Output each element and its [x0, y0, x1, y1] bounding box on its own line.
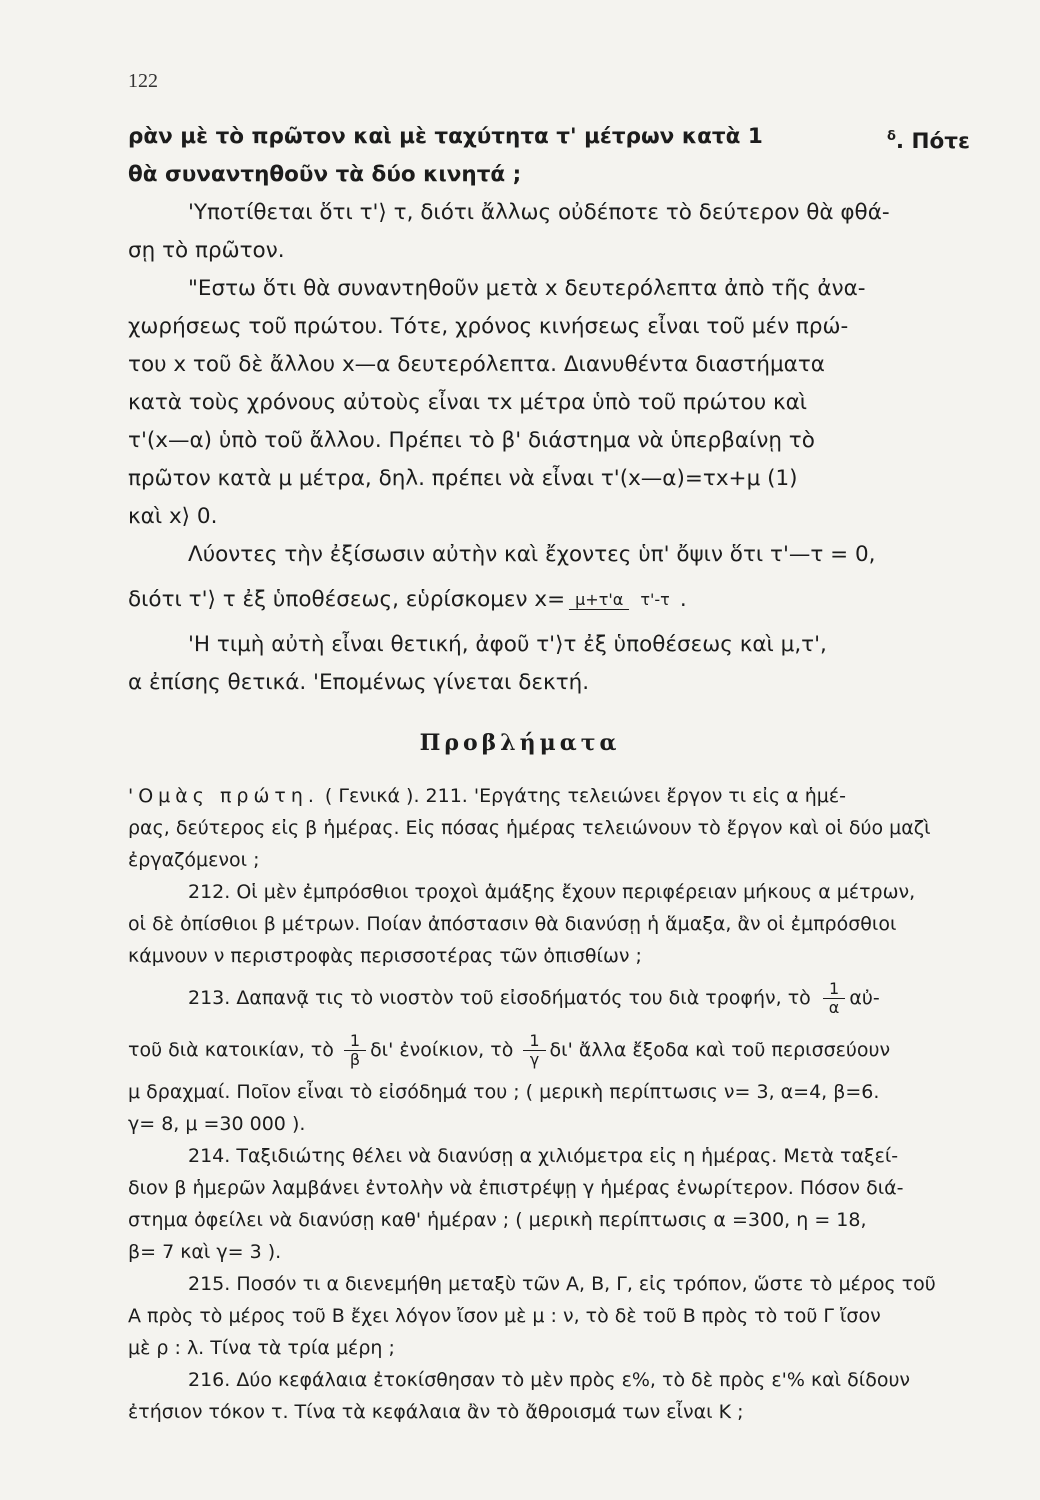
text-segment: 216. Δύο κεφάλαια ἐτοκίσθησαν τὸ μὲν πρὸς ε%, τὸ δὲ πρὸς ε'% καὶ δίδουν — [188, 1369, 911, 1391]
fraction — [569, 591, 676, 610]
problem-line — [128, 908, 970, 940]
text-segment — [887, 118, 970, 156]
text-segment: ἐτήσιον τόκον τ. Τίνα τὰ κεφάλαια ἂν τὸ ἄθροισμά των εἶναι Κ ; — [128, 1401, 744, 1423]
text-segment: καὶ x⟩ 0. — [128, 504, 218, 529]
fraction — [523, 1032, 545, 1069]
text-line — [128, 308, 970, 346]
text-segment: πρῶτον κατὰ μ μέτρα, δηλ. πρέπει νὰ εἶναι τ'(x—α)=τx+μ (1) — [128, 466, 798, 491]
text-tail: . Πότε — [895, 129, 970, 155]
text-segment: τοῦ διὰ κατοικίαν, τὸ — [128, 1039, 334, 1061]
problem-line — [128, 1204, 970, 1236]
text-line — [128, 422, 970, 460]
text-segment: μὲ ρ : λ. Τίνα τὰ τρία μέρη ; — [128, 1337, 395, 1359]
text-segment: 213. Δαπανᾷ τις τὸ νιοστὸν τοῦ εἰσοδήματός του διὰ τροφήν, τὸ — [188, 987, 811, 1009]
text-segment: Λύοντες τὴν ἐξίσωσιν αὐτὴν καὶ ἔχοντες ὑπ' ὄψιν ὅτι τ'—τ = 0, — [188, 542, 876, 567]
problem-line — [128, 1140, 970, 1172]
text-segment: χωρήσεως τοῦ πρώτου. Τότε, χρόνος κινήσεως εἶναι τοῦ μέν πρώ- — [128, 314, 849, 339]
problem-line — [128, 972, 970, 1024]
text-segment: κάμνουν ν περιστροφὰς περισσοτέρας τῶν ὀπισθίων ; — [128, 945, 642, 967]
fraction — [823, 980, 846, 1017]
text-segment: ρας, δεύτερος εἰς β ἡμέρας. Εἰς πόσας ἡμέρας τελειώνουν τὸ ἔργον καὶ οἱ δύο μαζὶ — [128, 817, 931, 839]
fraction-numerator: μ+τ'α — [569, 591, 629, 610]
text-line — [128, 536, 970, 574]
formula-suffix: . — [679, 587, 687, 612]
superscript: δ — [886, 129, 896, 144]
fraction-denominator: α — [828, 997, 840, 1017]
fraction-numerator: 1 — [823, 980, 845, 999]
fraction-numerator: 1 — [523, 1032, 545, 1051]
group-label: 'Ομὰς πρώτη. — [128, 785, 319, 807]
text-segment: δι' ἐνοίκιον, τὸ — [370, 1039, 514, 1061]
text-line — [128, 384, 970, 422]
page-number: 122 — [128, 70, 158, 92]
problem-line — [128, 1300, 970, 1332]
problem-line — [128, 1172, 970, 1204]
main-text — [128, 118, 970, 702]
problem-line — [128, 1332, 970, 1364]
problem-line — [128, 1024, 970, 1076]
problem-line — [128, 1396, 970, 1428]
fraction-denominator: τ'-τ — [640, 589, 670, 609]
text-segment: Α πρὸς τὸ μέρος τοῦ Β ἔχει λόγον ἴσον μὲ μ : ν, τὸ δὲ τοῦ Β πρὸς τὸ τοῦ Γ ἴσον — [128, 1305, 881, 1327]
text-segment: γ= 8, μ =30 000 ). — [128, 1113, 306, 1135]
text-segment: δι' ἄλλα ἔξοδα καὶ τοῦ περισσεύουν — [549, 1039, 891, 1061]
text-segment: του x τοῦ δὲ ἄλλου x—α δευτερόλεπτα. Διανυθέντα διαστήματα — [128, 352, 825, 377]
text-segment: ρὰν μὲ τὸ πρῶτον καὶ μὲ ταχύτητα τ' μέτρων κατὰ 1 — [128, 124, 763, 149]
text-line — [128, 194, 970, 232]
text-segment: θὰ συναντηθοῦν τὰ δύο κινητά ; — [128, 162, 522, 187]
problems-block — [128, 780, 970, 1428]
problem-line — [128, 1108, 970, 1140]
text-tail: αὐ- — [849, 987, 880, 1009]
text-segment: 212. Οἱ μὲν ἐμπρόσθιοι τροχοὶ ἁμάξης ἔχουν περιφέρειαν μήκους α μέτρων, — [188, 881, 916, 903]
text-segment: 'Η τιμὴ αὐτὴ εἶναι θετική, ἀφοῦ τ'⟩τ ἐξ ὑποθέσεως καὶ μ,τ', — [188, 632, 827, 657]
text-line — [128, 118, 970, 156]
text-line — [128, 270, 970, 308]
formula-line — [128, 574, 970, 626]
text-segment: τ'(x—α) ὑπὸ τοῦ ἄλλου. Πρέπει τὸ β' διάστημα νὰ ὑπερβαίνῃ τὸ — [128, 428, 815, 453]
text-line — [128, 232, 970, 270]
section-heading: Προβλήματα — [419, 730, 621, 756]
text-segment: οἱ δὲ ὀπίσθιοι β μέτρων. Ποίαν ἀπόστασιν θὰ διανύσῃ ἡ ἅμαξα, ἂν οἱ ἐμπρόσθιοι — [128, 913, 897, 935]
text-segment: μ δραχμαί. Ποῖον εἶναι τὸ εἰσόδημά του ; ( μερικὴ περίπτωσις ν= 3, α=4, β=6. — [128, 1081, 880, 1103]
text-line — [128, 498, 970, 536]
text-line — [128, 626, 970, 664]
fraction — [344, 1032, 366, 1069]
text-segment: διον β ἡμερῶν λαμβάνει ἐντολὴν νὰ ἐπιστρέψῃ γ ἡμέρας ἐνωρίτερον. Πόσον διά- — [128, 1177, 904, 1199]
text-segment: "Εστω ὅτι θὰ συναντηθοῦν μετὰ x δευτερόλεπτα ἀπὸ τῆς ἀνα- — [188, 276, 866, 301]
text-segment: κατὰ τοὺς χρόνους αὐτοὺς εἶναι τx μέτρα ὑπὸ τοῦ πρώτου καὶ — [128, 390, 808, 415]
fraction-numerator: 1 — [344, 1032, 366, 1051]
problem-line — [128, 844, 970, 876]
problem-line — [128, 940, 970, 972]
text-segment: 'Υποτίθεται ὅτι τ'⟩ τ, διότι ἄλλως οὐδέποτε τὸ δεύτερον θὰ φθά- — [188, 200, 890, 225]
text-segment: α ἐπίσης θετικά. 'Επομένως γίνεται δεκτή. — [128, 670, 590, 695]
text-line — [128, 460, 970, 498]
problem-line — [128, 1364, 970, 1396]
problem-line — [128, 876, 970, 908]
fraction-denominator: β — [349, 1049, 361, 1069]
problem-line — [128, 780, 970, 812]
text-segment: σῃ τὸ πρῶτον. — [128, 238, 285, 263]
problem-line — [128, 812, 970, 844]
text-segment: β= 7 καὶ γ= 3 ). — [128, 1241, 282, 1263]
problem-line — [128, 1268, 970, 1300]
problem-line — [128, 1076, 970, 1108]
text-line — [128, 664, 970, 702]
text-segment: 214. Ταξιδιώτης θέλει νὰ διανύσῃ α χιλιόμετρα εἰς η ἡμέρας. Μετὰ ταξεί- — [188, 1145, 899, 1167]
text-segment: ( Γενικά ). 211. 'Εργάτης τελειώνει ἔργον τι εἰς α ἡμέ- — [324, 785, 846, 807]
problem-line — [128, 1236, 970, 1268]
text-segment: στημα ὀφείλει νὰ διανύσῃ καθ' ἡμέραν ; ( μερικὴ περίπτωσις α =300, η = 18, — [128, 1209, 867, 1231]
text-line — [128, 346, 970, 384]
text-segment: 215. Ποσόν τι α διενεμήθη μεταξὺ τῶν Α, Β, Γ, εἰς τρόπον, ὥστε τὸ μέρος τοῦ — [188, 1273, 936, 1295]
fraction-denominator: γ — [529, 1049, 540, 1069]
text-line — [128, 156, 970, 194]
formula-prefix: διότι τ'⟩ τ ἐξ ὑποθέσεως, εὑρίσκομεν x= — [128, 587, 566, 612]
text-segment: ἐργαζόμενοι ; — [128, 849, 260, 871]
